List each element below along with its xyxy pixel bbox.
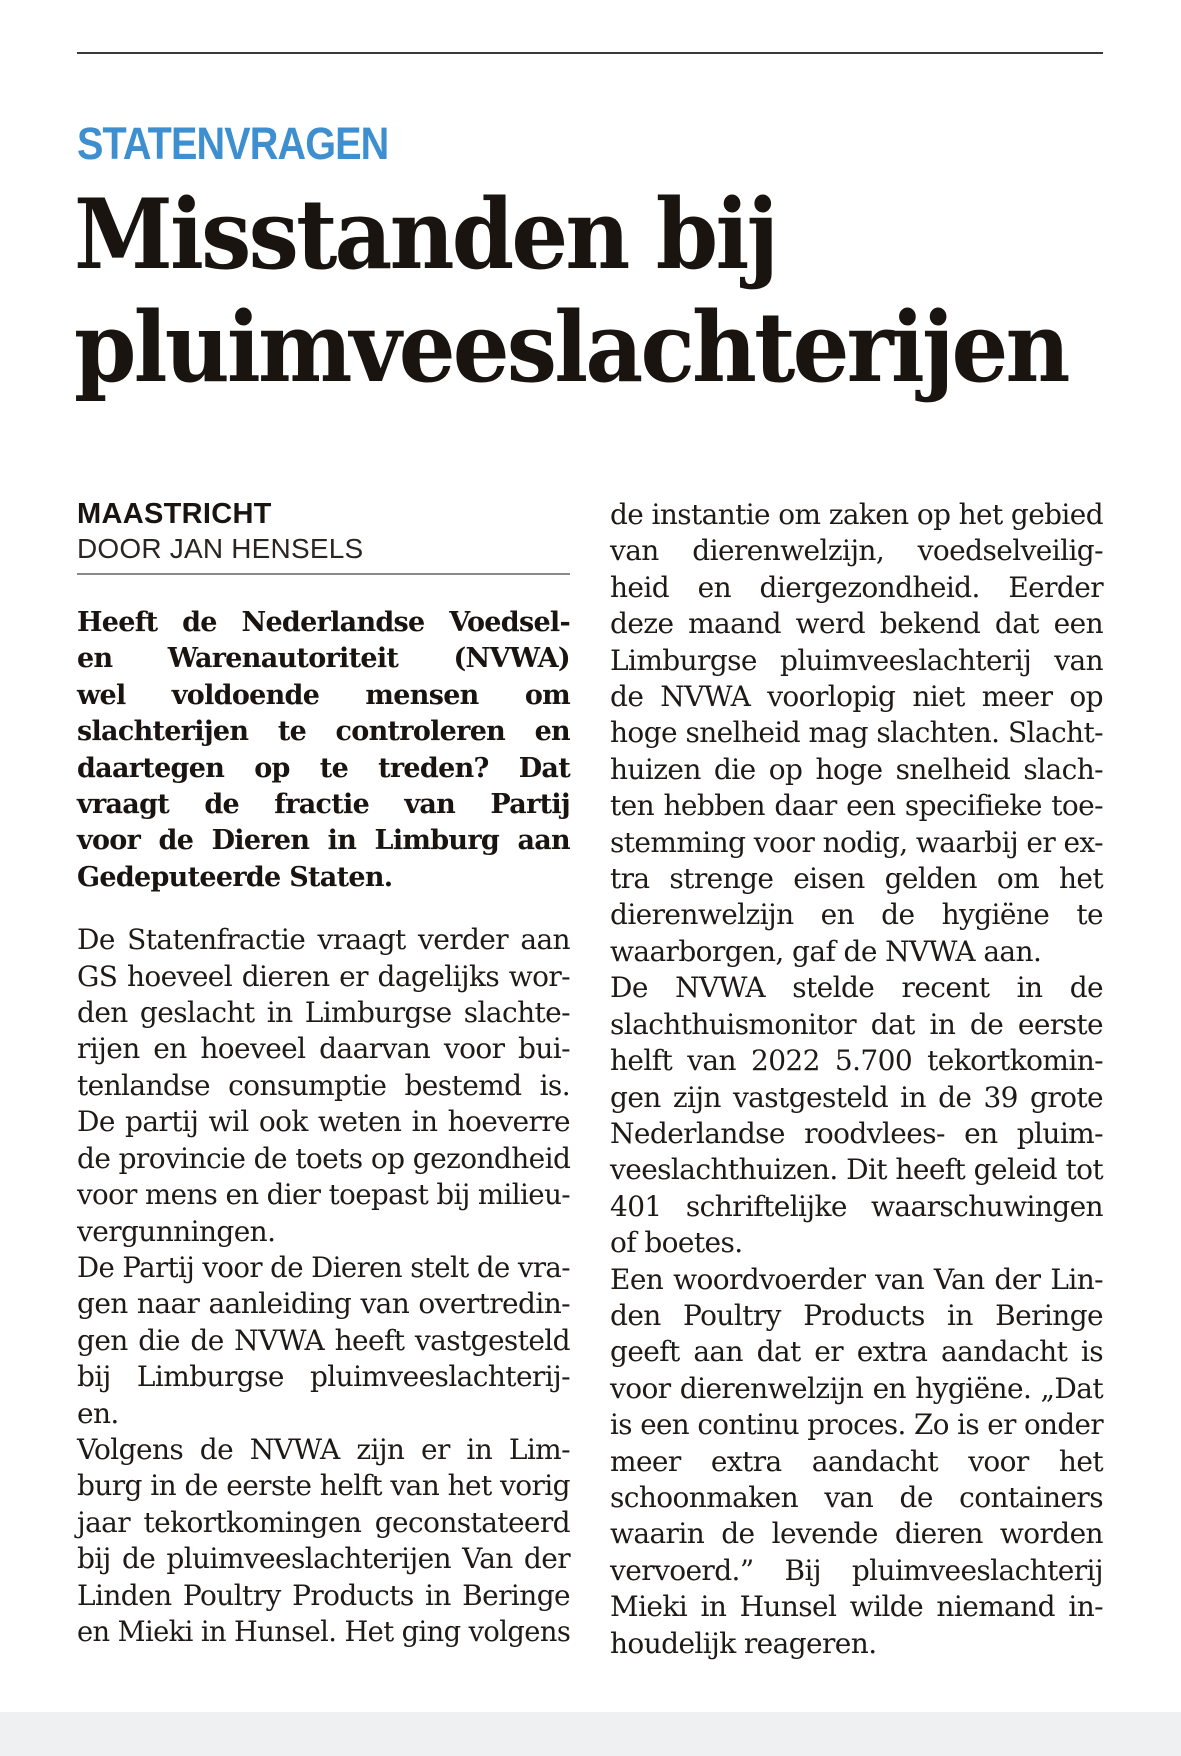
body-line: Volgens de NVWA zijn er in Lim- — [77, 1432, 570, 1466]
body-line: rijen en hoeveel daarvan voor bui- — [77, 1032, 570, 1066]
headline — [74, 178, 1068, 404]
body-line: tra strenge eisen gelden om het — [610, 862, 1103, 896]
body-line: gen naar aanleiding van overtredin- — [77, 1287, 570, 1321]
lead-line: voor de Dieren in Limburg aan — [77, 825, 570, 857]
body-line: gen zijn vastgesteld in de 39 grote — [610, 1080, 1103, 1114]
body-line: schoonmaken van de containers — [610, 1480, 1103, 1514]
body-line: veeslachthuizen. Dit heeft geleid tot — [610, 1153, 1103, 1187]
lead-line: vraagt de fractie van Partij — [77, 789, 570, 821]
body-line: de instantie om zaken op het gebied — [610, 498, 1104, 531]
top-rule — [77, 52, 1103, 54]
lead-line: slachterijen te controleren en — [77, 716, 570, 748]
body-line: burg in de eerste helft van het vorig — [77, 1469, 570, 1503]
body-line: helft van 2022 5.700 tekortkomin- — [610, 1044, 1103, 1078]
body-line: Limburgse pluimveeslachterij van — [610, 643, 1103, 677]
bottom-band — [0, 1712, 1181, 1756]
headline-line: pluimveeslachterijen — [74, 291, 1068, 404]
body-line: voor dierenwelzijn en hygiëne. „Dat — [610, 1371, 1103, 1405]
body-line: De Partij voor de Dieren stelt de vra- — [77, 1250, 570, 1284]
body-line: Een woordvoerder van Van der Lin- — [610, 1262, 1103, 1296]
lead-line: en Warenautoriteit (NVWA) — [77, 643, 570, 675]
body-line: ten hebben daar een specifieke toe- — [610, 789, 1103, 823]
body-line: vergunningen. — [77, 1214, 276, 1248]
lead-line: daartegen op te treden? Dat — [77, 752, 570, 784]
body-line: houdelijk reageren. — [610, 1626, 877, 1660]
body-line: waarin de levende dieren worden — [610, 1517, 1103, 1551]
section-kicker: STATENVRAGEN — [77, 118, 389, 169]
left-column — [77, 497, 570, 1650]
body-line: dierenwelzijn en de hygiëne te — [610, 898, 1103, 932]
body-line: geeft aan dat er extra aandacht is — [610, 1335, 1103, 1369]
body-line: huizen die op hoge snelheid slach- — [610, 752, 1103, 786]
body-line: vervoerd.” Bij pluimveeslachterij — [610, 1553, 1103, 1587]
body-line: GS hoeveel dieren er dagelijks wor- — [77, 959, 570, 993]
body-line: slachthuismonitor dat in de eerste — [610, 1007, 1103, 1041]
body-line: De Statenfractie vraagt verder aan — [77, 923, 570, 957]
body-line: Nederlandse roodvlees- en pluim- — [610, 1116, 1103, 1150]
body-line: waarborgen, gaf de NVWA aan. — [610, 934, 1042, 968]
body-line: deze maand werd bekend dat een — [610, 607, 1103, 641]
body-line: van dierenwelzijn, voedselveilig- — [610, 534, 1103, 568]
body-line: Mieki in Hunsel wilde niemand in- — [610, 1590, 1103, 1624]
body-line: gen die de NVWA heeft vastgesteld — [77, 1323, 570, 1357]
lead-line: Gedeputeerde Staten. — [77, 861, 393, 893]
lead-paragraph — [77, 605, 570, 896]
body-line: voor mens en dier toepast bij milieu- — [77, 1178, 571, 1212]
body-line: hoge snelheid mag slachten. Slacht- — [610, 716, 1103, 750]
right-body-text — [610, 497, 1103, 1662]
body-line: en. — [77, 1396, 119, 1430]
body-line: stemming voor nodig, waarbij er ex- — [610, 825, 1103, 859]
body-line: is een continu proces. Zo is er onder — [610, 1408, 1104, 1442]
body-line: De NVWA stelde recent in de — [610, 971, 1103, 1005]
byline: DOOR JAN HENSELS — [77, 533, 364, 564]
right-column — [610, 497, 1103, 1662]
body-line: heid en diergezondheid. Eerder — [610, 570, 1103, 604]
byline-divider — [77, 573, 570, 575]
lead-line: Heeft de Nederlandse Voedsel- — [77, 607, 570, 638]
left-body-text — [77, 922, 570, 1650]
body-line: 401 schriftelijke waarschuwingen — [610, 1189, 1103, 1223]
headline-line: Misstanden bij — [74, 178, 777, 291]
body-line: tenlandse consumptie bestemd is. — [77, 1068, 570, 1102]
body-line: jaar tekortkomingen geconstateerd — [77, 1505, 570, 1539]
body-line: de NVWA voorlopig niet meer op — [610, 680, 1103, 714]
body-line: den Poultry Products in Beringe — [610, 1298, 1103, 1332]
body-line: Linden Poultry Products in Beringe — [77, 1578, 570, 1612]
body-line: de provincie de toets op gezondheid — [77, 1141, 571, 1175]
body-line: De partij wil ook weten in hoeverre — [77, 1105, 570, 1139]
body-line: bij Limburgse pluimveeslachterij- — [77, 1360, 570, 1394]
dateline: MAASTRICHT — [77, 498, 272, 530]
body-line: meer extra aandacht voor het — [610, 1444, 1103, 1478]
body-line: bij de pluimveeslachterijen Van der — [77, 1542, 570, 1576]
body-line: of boetes. — [610, 1226, 743, 1260]
body-line: en Mieki in Hunsel. Het ging volgens — [77, 1614, 571, 1648]
body-line: den geslacht in Limburgse slachte- — [77, 996, 570, 1030]
lead-line: wel voldoende mensen om — [77, 679, 570, 711]
